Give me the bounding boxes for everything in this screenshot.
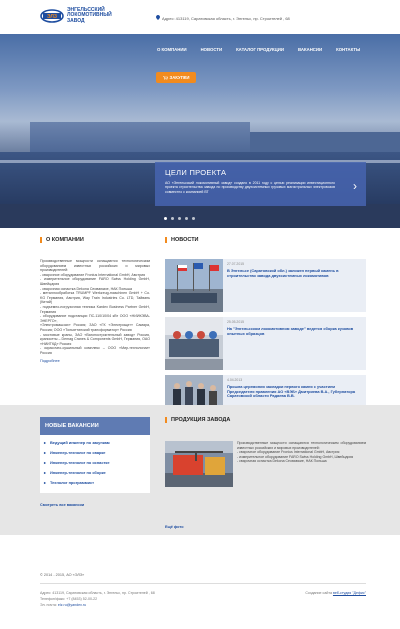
news-headline[interactable]: В Энгельсе (Саратовской обл.) заложен первый камень в строительство завода двухсистемных локомотивов — [227, 268, 339, 278]
footer-address: Адрес: 413119, Саратовская область, г. Энгельс, пр. Строителей , 68 — [40, 591, 155, 595]
nav-item-contacts[interactable]: КОНТАКТЫ — [336, 47, 361, 52]
vacancy-item[interactable]: ▸ Ведущий инженер по закупкам — [50, 440, 146, 445]
production-image[interactable] — [165, 441, 233, 487]
nav-item-vacancies[interactable]: ВАКАНСИИ — [297, 47, 323, 52]
header-address: Адрес: 413119, Саратовская область, г. Энгельс, пр. Строителей , 68 — [162, 16, 290, 21]
more-photos-link[interactable]: Ещё фото — [165, 525, 184, 529]
slider-next-icon[interactable]: › — [353, 179, 357, 193]
about-text: Производственные мощности оснащаются технологическим оборудованием известных российских и мировых производителей: - сварочное оборудование Fronius International GmbH, Австрия - измерительное оборудование FARO Swiss Holding GmbH, Швейцария - сварочная оснастка Dekona Сеоваюкие, НАК Польша - металлообработка TRUMPF Werkzeug-maschinen GmbH + Co. KG Германия, Австрия, Way Train Industries Co. LTD, Тайвань (Китай) - подъемно-погрузочная техника Kardex Business Partner GmbH, Германия - оборудование подстанции ПС-110/10/04 кВт ООО «НИИКЭВА-ЭНЕРГО», «Электромашзах» Россия; ЗАО «ГК «Электрощит» Самара, Россия; ООО «Тольяттинский трансформатор» Россия - мостовые краны, ЗАО «Вагоностроительный завод» Россия, краносеты – Demag Cranes & Components GmbH, Германия, ОАО «НИИТКД» Россия - окрасочно-сушильный комплекс – ООО «Мир-технологии» Россия — [40, 259, 150, 355]
slider-dot[interactable] — [164, 217, 167, 220]
vacancy-item[interactable]: ▸ Инженер-технолог по оснастке — [50, 460, 146, 465]
about-more-link[interactable]: Подробнее — [40, 359, 60, 364]
footer-email-label: Эл. почта: — [40, 603, 57, 607]
production-section — [165, 417, 366, 529]
location-pin-icon — [156, 15, 160, 20]
news-date: 25.05.2015 — [227, 320, 244, 324]
vacancies-title: НОВЫЕ ВАКАНСИИ — [40, 417, 150, 435]
footer-email-link[interactable]: elz.ru@yandex.ru — [57, 603, 87, 607]
footer-contacts — [40, 590, 155, 608]
news-headline[interactable]: Прошла церемония закладки первого камня с участием Председателя правления АО «ВЭБ» Дмитриева В.А., Губернатора Саратовской области Радаева В.В. — [227, 384, 356, 399]
vacancies-list — [40, 435, 150, 493]
hero-slider — [0, 34, 400, 228]
company-logo-text[interactable]: ЭНГЕЛЬССКИЙ ЛОКОМОТИВНЫЙ ЗАВОД — [67, 7, 112, 24]
news-image — [165, 317, 223, 370]
slider-dot[interactable] — [185, 217, 188, 220]
slide-text: АО «Энгельсский локомотивный завод» создано в 2011 году с целью реализации инвестиционного проекта строительства завода по производству двухсистемных грузовых магистральных электровозов совместно с компанией ВТ — [165, 181, 335, 194]
cart-icon — [163, 76, 168, 80]
vacancy-item[interactable]: ▸ Технолог программист — [50, 480, 146, 485]
news-headline[interactable]: На "Энгельсском локомотивном заводе" ведется сборка кузовов опытных образцов — [227, 326, 354, 336]
purchases-button[interactable] — [156, 72, 196, 83]
news-title: НОВОСТИ — [165, 237, 366, 243]
copyright: © 2014 - 2015, АО «ЭЛЗ» — [40, 573, 85, 577]
developer-link[interactable]: веб-студия "Дефис" — [332, 591, 366, 595]
news-date: 4.04.2013 — [227, 378, 243, 382]
footer-phone: Телефон/факс: +7 (8453) 52-00-22 — [40, 597, 98, 601]
news-image — [165, 259, 223, 312]
slide-title: ЦЕЛИ ПРОЕКТА — [165, 168, 227, 177]
vacancy-item[interactable]: ▸ Инженер-технолог по сварке — [50, 450, 146, 455]
nav-item-news[interactable]: НОВОСТИ — [200, 47, 223, 52]
vacancies-section — [40, 417, 150, 507]
nav-item-about[interactable]: О КОМПАНИИ — [157, 47, 187, 52]
site-header — [0, 0, 400, 34]
slider-dot[interactable] — [192, 217, 195, 220]
info-band — [0, 405, 400, 535]
news-item[interactable] — [165, 317, 366, 370]
main-nav — [150, 47, 367, 52]
purchases-button-label: ЗАКУПКИ — [169, 75, 190, 80]
slider-dot[interactable] — [171, 217, 174, 220]
slider-dots — [164, 217, 195, 220]
site-footer — [0, 535, 400, 629]
all-vacancies-link[interactable]: Смотреть все вакансии — [40, 503, 85, 507]
developer-label: Создание сайта — [305, 591, 332, 595]
slider-dot[interactable] — [178, 217, 181, 220]
production-text: Производственные мощности оснащаются технологическим оборудованием известных российских и мировых производителей: - сварочное оборудование Fronius International GmbH, Австрия - измерительное оборудование FARO Swiss Holding GmbH, Швейцария - сварочная оснастка Dekona Сеоваюкие, НАК Польша — [237, 441, 366, 463]
slide-caption — [155, 162, 366, 206]
production-title: ПРОДУКЦИЯ ЗАВОДА — [165, 417, 366, 423]
news-item[interactable] — [165, 259, 366, 312]
nav-item-catalog[interactable]: КАТАЛОГ ПРОДУКЦИИ — [236, 47, 284, 52]
about-title: О КОМПАНИИ — [40, 237, 150, 243]
svg-text:ЭЛЗ: ЭЛЗ — [46, 14, 58, 21]
about-section — [40, 237, 150, 363]
news-date: 27.07.2015 — [227, 262, 244, 266]
news-section — [165, 237, 366, 399]
developer-credit — [305, 591, 366, 595]
vacancy-item[interactable]: ▸ Инженер-технолог по сборке — [50, 470, 146, 475]
company-logo-icon[interactable] — [40, 9, 64, 23]
